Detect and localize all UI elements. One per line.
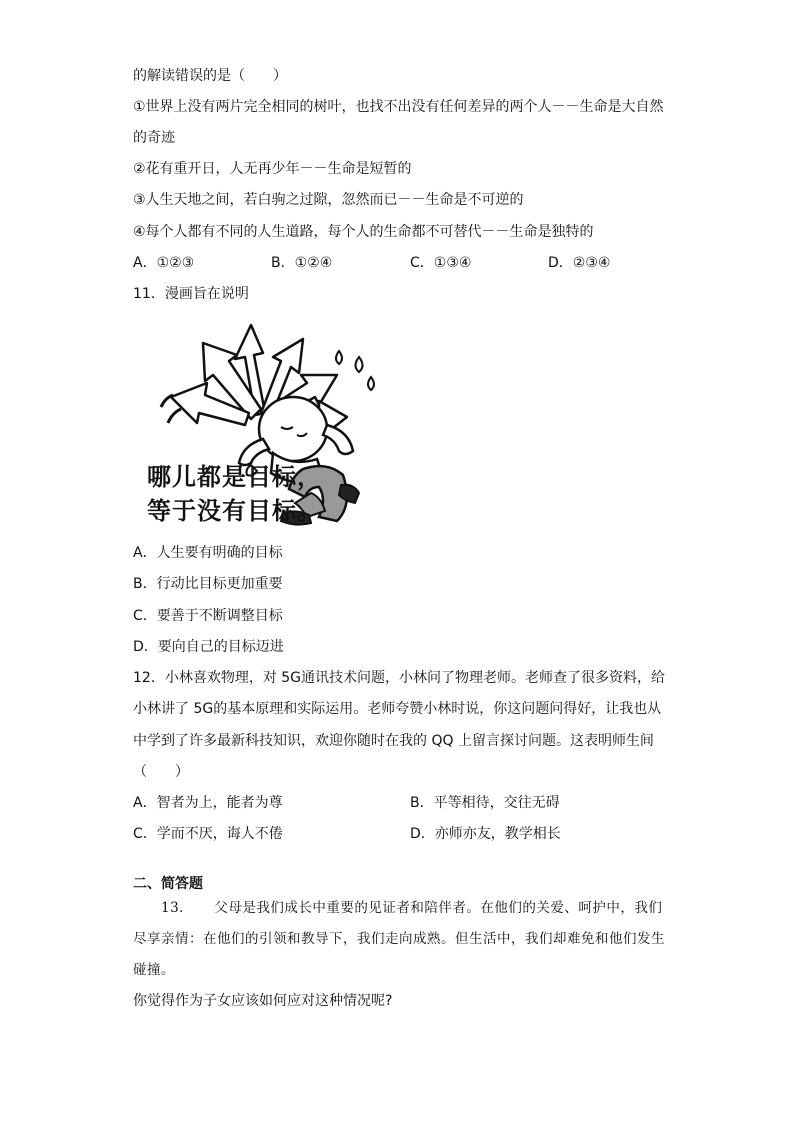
cartoon-caption-line-1: 哪儿都是目标， bbox=[147, 462, 322, 491]
q13-line-1: 13． 父母是我们成长中重要的见证者和陪伴者。在他们的关爱、呵护中，我们 bbox=[133, 900, 663, 916]
q10-option-a: A．①②③ bbox=[133, 255, 195, 271]
q10-option-d: D．②③④ bbox=[548, 255, 611, 271]
q10-item-4: ④每个人都有不同的人生道路，每个人的生命都不可替代－－生命是独特的 bbox=[133, 224, 594, 240]
q12-line-1: 12．小林喜欢物理，对 5G通讯技术问题，小林问了物理老师。老师查了很多资料，给 bbox=[133, 670, 666, 686]
q11-option-b: B．行动比目标更加重要 bbox=[133, 576, 283, 592]
q10-option-b: B．①②④ bbox=[271, 255, 333, 271]
section-title: 二、简答题 bbox=[133, 876, 203, 892]
q13-question: 你觉得作为子女应该如何应对这种情况呢? bbox=[133, 993, 393, 1009]
q11-option-a: A．人生要有明确的目标 bbox=[133, 545, 283, 561]
q10-item-3: ③人生天地之间，若白驹之过隙，忽然而已－－生命是不可逆的 bbox=[133, 192, 524, 208]
q12-line-4: （ ） bbox=[133, 764, 189, 780]
q11-stem: 11．漫画旨在说明 bbox=[133, 286, 249, 302]
q11-option-c: C．要善于不断调整目标 bbox=[133, 608, 283, 624]
q10-item-1-cont: 的奇迹 bbox=[133, 130, 175, 146]
q10-item-2: ②花有重开日，人无再少年－－生命是短暂的 bbox=[133, 161, 412, 177]
q11-cartoon bbox=[133, 317, 383, 532]
q12-option-c: C．学而不厌，诲人不倦 bbox=[133, 826, 283, 842]
cartoon-caption-line-2: 等于没有目标。 bbox=[147, 496, 322, 525]
q13-line-3: 碰撞。 bbox=[133, 962, 175, 978]
q12-option-b: B．平等相待，交往无碍 bbox=[410, 795, 560, 811]
q13-line-2: 尽享亲情：在他们的引领和教导下，我们走向成熟。但生活中，我们却难免和他们发生 bbox=[133, 931, 665, 947]
q11-option-d: D．要向自己的目标迈进 bbox=[133, 639, 284, 655]
q12-line-3: 中学到了许多最新科技知识，欢迎你随时在我的 QQ 上留言探讨问题。这表明师生间 bbox=[133, 733, 654, 749]
q10-item-1: ①世界上没有两片完全相同的树叶，也找不出没有任何差异的两个人－－生命是大自然 bbox=[133, 99, 664, 115]
q12-line-2: 小林讲了 5G的基本原理和实际运用。老师夸赞小林时说，你这问题问得好，让我也从 bbox=[133, 701, 662, 717]
q10-stem-tail: 的解读错误的是（ ） bbox=[133, 68, 287, 84]
q10-option-c: C．①③④ bbox=[410, 255, 472, 271]
q12-option-d: D．亦师亦友，教学相长 bbox=[410, 826, 561, 842]
q12-option-a: A．智者为上，能者为尊 bbox=[133, 795, 283, 811]
